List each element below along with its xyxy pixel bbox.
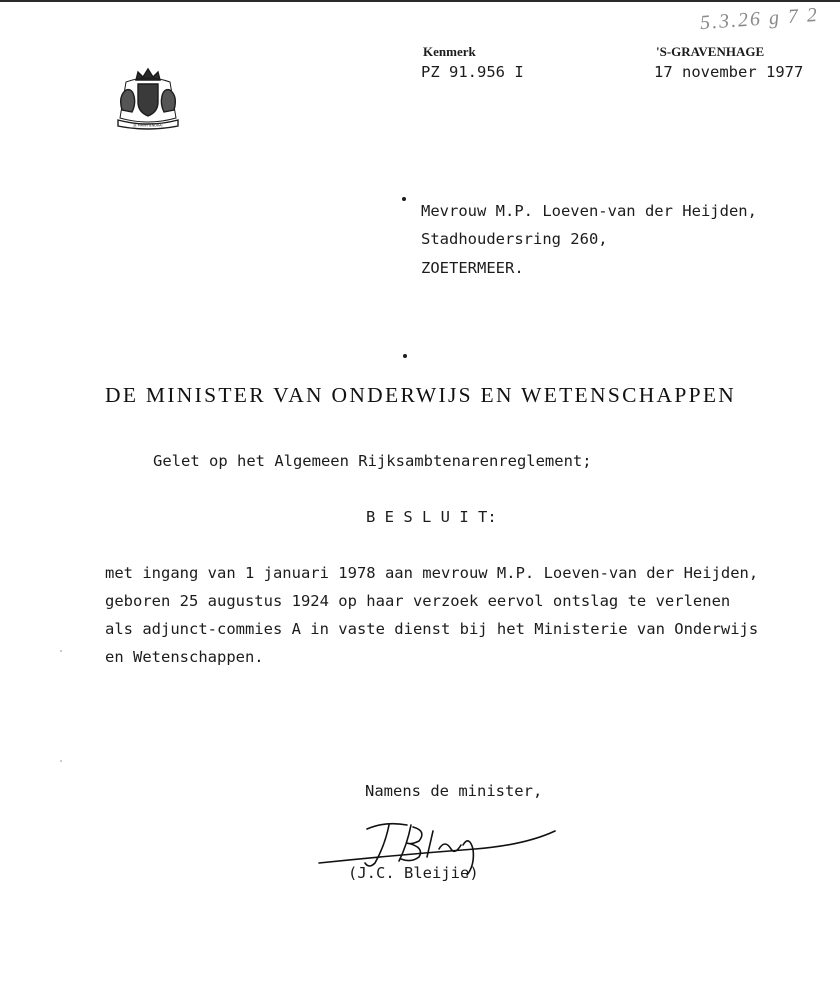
preamble-text: Gelet op het Algemeen Rijksambtenarenreglement; — [153, 452, 592, 470]
window-mark-bottom — [403, 354, 407, 358]
signature-script: J. Bleij — [375, 851, 380, 852]
addressee-name: Mevrouw M.P. Loeven-van der Heijden, — [421, 202, 757, 220]
body-line-3: als adjunct-commies A in vaste dienst bij het Ministerie van Onderwijs — [105, 620, 759, 638]
reference-label: Kenmerk — [423, 44, 476, 59]
decision-label: B E S L U I T: — [366, 508, 497, 526]
body-line-2: geboren 25 augustus 1924 op haar verzoek eervol ontslag te verlenen — [105, 592, 731, 610]
on-behalf-text: Namens de minister, — [365, 782, 543, 800]
body-line-4: en Wetenschappen. — [105, 648, 264, 666]
crest-motto: JE MAINTIENDRAI — [133, 123, 163, 128]
addressee-street: Stadhoudersring 260, — [421, 230, 608, 248]
addressee-city: ZOETERMEER. — [421, 259, 524, 277]
document-heading: DE MINISTER VAN ONDERWIJS EN WETENSCHAPPEN — [105, 383, 737, 407]
body-line-1: met ingang van 1 januari 1978 aan mevrouw M.P. Loeven-van der Heijden, — [105, 564, 759, 582]
place-label: 'S-GRAVENHAGE — [656, 44, 765, 59]
paper-speck — [60, 760, 62, 762]
letter-date: 17 november 1977 — [654, 63, 804, 81]
handwritten-note: 5.3.26 g 7 2 — [699, 3, 820, 35]
signatory-name: (J.C. Bleijie) — [348, 864, 479, 882]
window-mark-top — [402, 197, 406, 201]
reference-value: PZ 91.956 I — [421, 63, 524, 81]
coat-of-arms-icon — [108, 66, 188, 130]
paper-speck — [60, 650, 62, 652]
top-edge-line — [0, 0, 840, 2]
